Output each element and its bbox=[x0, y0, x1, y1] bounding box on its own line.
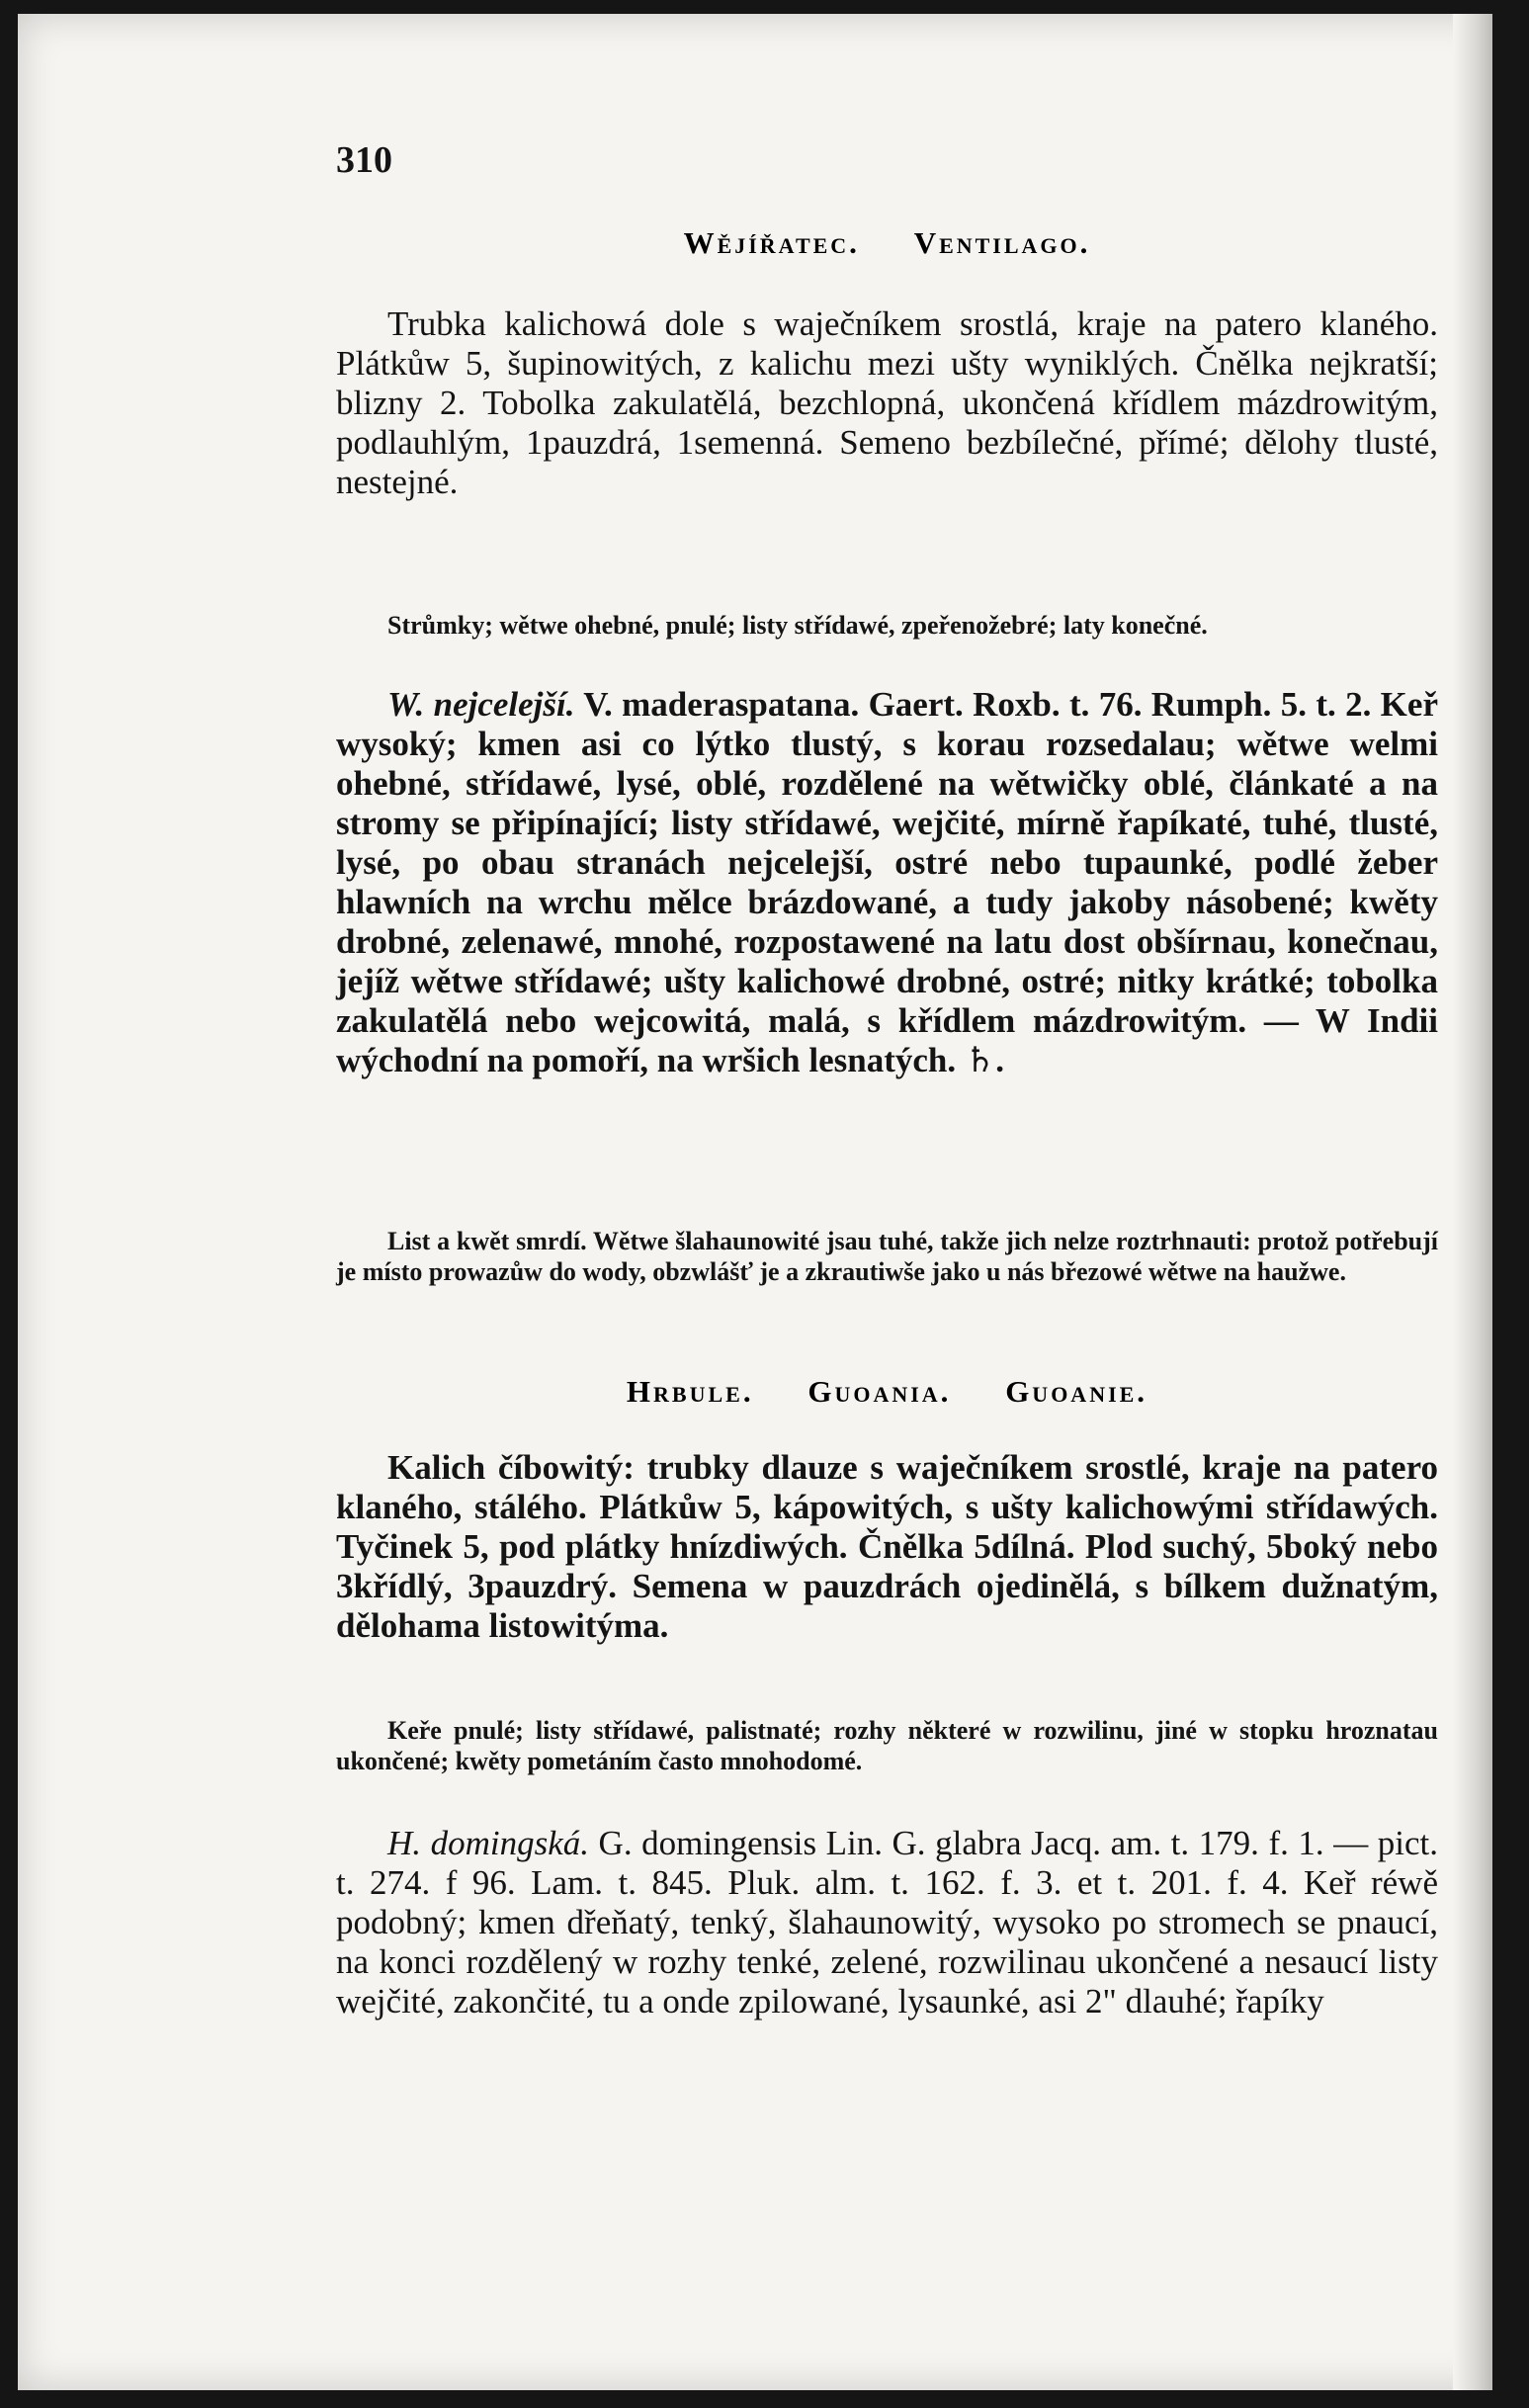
genus-description: Kalich číbowitý: trubky dlauze s waječníkem srostlé, kraje na patero klaného, stálého. Plátkůw 5, kápowitých, s ušty kalichowými střídawých. Tyčinek 5, pod plátky hnízdiwých. Čnělka 5dílná. Plod suchý, 5boký nebo 3křídlý, 3pauzdrý. Semena w pauzdrách ojedinělá, s bílkem dužnatým, dělohama listowitýma. bbox=[336, 1448, 1438, 1645]
species-name: H. domingská. bbox=[387, 1824, 589, 1862]
genus-czech-name: Hrbule. bbox=[626, 1374, 754, 1409]
habit-note: Strůmky; wětwe ohebné, pnulé; listy střídawé, zpeřenožebré; laty konečné. bbox=[387, 611, 1208, 640]
habit-note: Keře pnulé; listy střídawé, palistnaté; rozhy některé w rozwilinu, jiné w stopku hroznatau ukončené; kwěty pometáním často mnohodomé. bbox=[336, 1716, 1438, 1775]
genus-czech-name: Wějířatec. bbox=[683, 225, 860, 260]
species-text: G. domingensis Lin. G. glabra Jacq. am. t. 179. f. 1. — pict. t. 274. f 96. Lam. t. 845. Pluk. alm. t. 162. f. 3. et t. 201. f. 4. Keř réwě podobný; kmen dřeňatý, tenký, šlahaunowitý, wysoko po stromech se pnaucí, na konci rozdělený w rozhy tenké, zelené, rozwilinau ukončené a nesaucí listy wejčité, zakončité, tu a onde zpilowané, lysaunké, asi 2" dlauhé; řapíky bbox=[336, 1824, 1438, 2021]
genus-latin-name-alt: Guoanie. bbox=[1005, 1374, 1148, 1409]
genus-latin-name: Ventilago. bbox=[913, 225, 1091, 260]
species-note: List a kwět smrdí. Wětwe šlahaunowité jsau tuhé, takže jich nelze roztrhnauti: protož potřebují je místo prowazůw do wody, obzwlášť je a zkrautiwše jako u nás březowé wětwe na haužwe. bbox=[336, 1227, 1438, 1286]
genus-description: Trubka kalichowá dole s waječníkem srostlá, kraje na patero klaného. Plátkůw 5, šupinowitých, z kalichu mezi ušty wyniklých. Čnělka nejkratší; blizny 2. Tobolka zakulatělá, bezchlopná, ukončená křídlem mázdrowitým, podlauhlým, 1pauzdrá, 1semenná. Semeno bezbílečné, přímé; dělohy tlusté, nestejné. bbox=[336, 304, 1438, 501]
species-name: W. nejcelejší. bbox=[387, 685, 575, 724]
genus-heading-guoania bbox=[336, 1374, 1438, 1410]
genus-latin-name: Guoania. bbox=[807, 1374, 952, 1409]
page-spine-shadow bbox=[1453, 14, 1492, 2390]
species-text: V. maderaspatana. Gaert. Roxb. t. 76. Rumph. 5. t. 2. Keř wysoký; kmen asi co lýtko tlustý, s korau rozsedalau; wětwe welmi ohebné, střídawé, lysé, oblé, rozdělené na wětwičky oblé, článkaté a na stromy se připínající; listy střídawé, wejčité, mírně řapíkaté, tuhé, tlusté, lysé, po obau stranách nejcelejší, ostré nebo tupaunké, podlé žeber hlawních na wrchu mělce brázdowané, a tudy jakoby násobené; kwěty drobné, zelenawé, mnohé, rozpostawené na latu dost obšírnau, konečnau, jejíž wětwe střídawé; ušty kalichowé drobné, ostré; nitky krátké; tobolka zakulatělá nebo wejcowitá, malá, s křídlem mázdrowitým. — W Indii wýchodní na pomoří, na wršich lesnatých. ♄. bbox=[336, 685, 1438, 1079]
species-entry bbox=[336, 685, 1438, 1080]
species-entry bbox=[336, 1824, 1438, 2021]
genus-heading-ventilago bbox=[336, 225, 1438, 261]
page-number: 310 bbox=[336, 139, 392, 181]
